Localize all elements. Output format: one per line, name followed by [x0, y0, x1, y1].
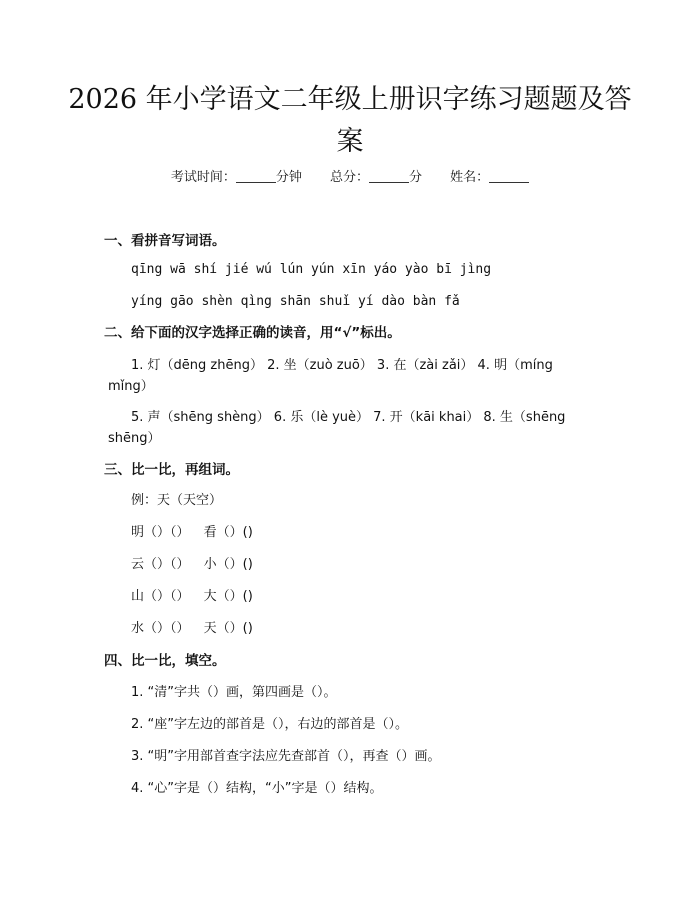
exam-time-blank[interactable]	[236, 169, 276, 183]
compare-item-b: 小（）()	[203, 557, 253, 572]
total-score-blank[interactable]	[369, 169, 409, 183]
fill-item: 3. “明”字用部首查字法应先查部首（），再查（）画。	[131, 749, 441, 764]
compare-item-a: 明（）（）	[131, 525, 190, 540]
total-score-label: 总分：	[329, 170, 369, 185]
fill-item: 2. “座”字左边的部首是（），右边的部首是（）。	[131, 717, 409, 732]
compare-example: 例：天（天空）	[131, 493, 223, 508]
exam-time-label: 考试时间：	[170, 170, 236, 185]
compare-item-b: 看（）()	[203, 525, 253, 540]
compare-item-b: 大（）()	[203, 589, 253, 604]
name-label: 姓名：	[450, 170, 490, 185]
section4-heading: 四、比一比，填空。	[104, 653, 226, 669]
compare-row	[131, 523, 253, 543]
pinyin-line-1: qīng wā shí jié wú lún yún xīn yáo yào bī jìng	[131, 262, 492, 277]
compare-item-a: 山（）（）	[131, 589, 190, 604]
compare-item-a: 云（）（）	[131, 557, 190, 572]
section3-heading: 三、比一比，再组词。	[104, 462, 239, 478]
name-blank[interactable]	[489, 169, 529, 183]
fill-item: 1. “清”字共（）画，第四画是（）。	[131, 685, 337, 700]
compare-row	[131, 555, 253, 575]
exam-info	[0, 168, 700, 188]
total-score-field	[330, 170, 426, 185]
compare-row	[131, 619, 253, 639]
name-field	[450, 170, 529, 185]
exam-time-field	[171, 170, 306, 185]
compare-row	[131, 587, 253, 607]
section2-heading: 二、给下面的汉字选择正确的读音，用“√”标出。	[104, 325, 401, 341]
document-title: 2026 年小学语文二年级上册识字练习题题及答案	[68, 84, 632, 157]
compare-item-a: 水（）（）	[131, 621, 190, 636]
pinyin-line-2: yíng gāo shèn qìng shān shuǐ yí dào bàn fǎ	[131, 294, 460, 309]
total-score-unit: 分	[409, 170, 423, 185]
reading-row-1: 1. 灯（dēng zhēng） 2. 坐（zuò zuō） 3. 在（zài zǎi） 4. 明（míng mǐng）	[108, 358, 553, 394]
compare-item-b: 天（）()	[203, 621, 253, 636]
section1-heading: 一、看拼音写词语。	[104, 233, 226, 249]
reading-row-2: 5. 声（shēng shèng） 6. 乐（lè yuè） 7. 开（kāi khai） 8. 生（shēng shēng）	[108, 410, 566, 446]
exam-time-unit: 分钟	[275, 170, 302, 185]
fill-item: 4. “心”字是（）结构，“小”字是（）结构。	[131, 781, 383, 796]
